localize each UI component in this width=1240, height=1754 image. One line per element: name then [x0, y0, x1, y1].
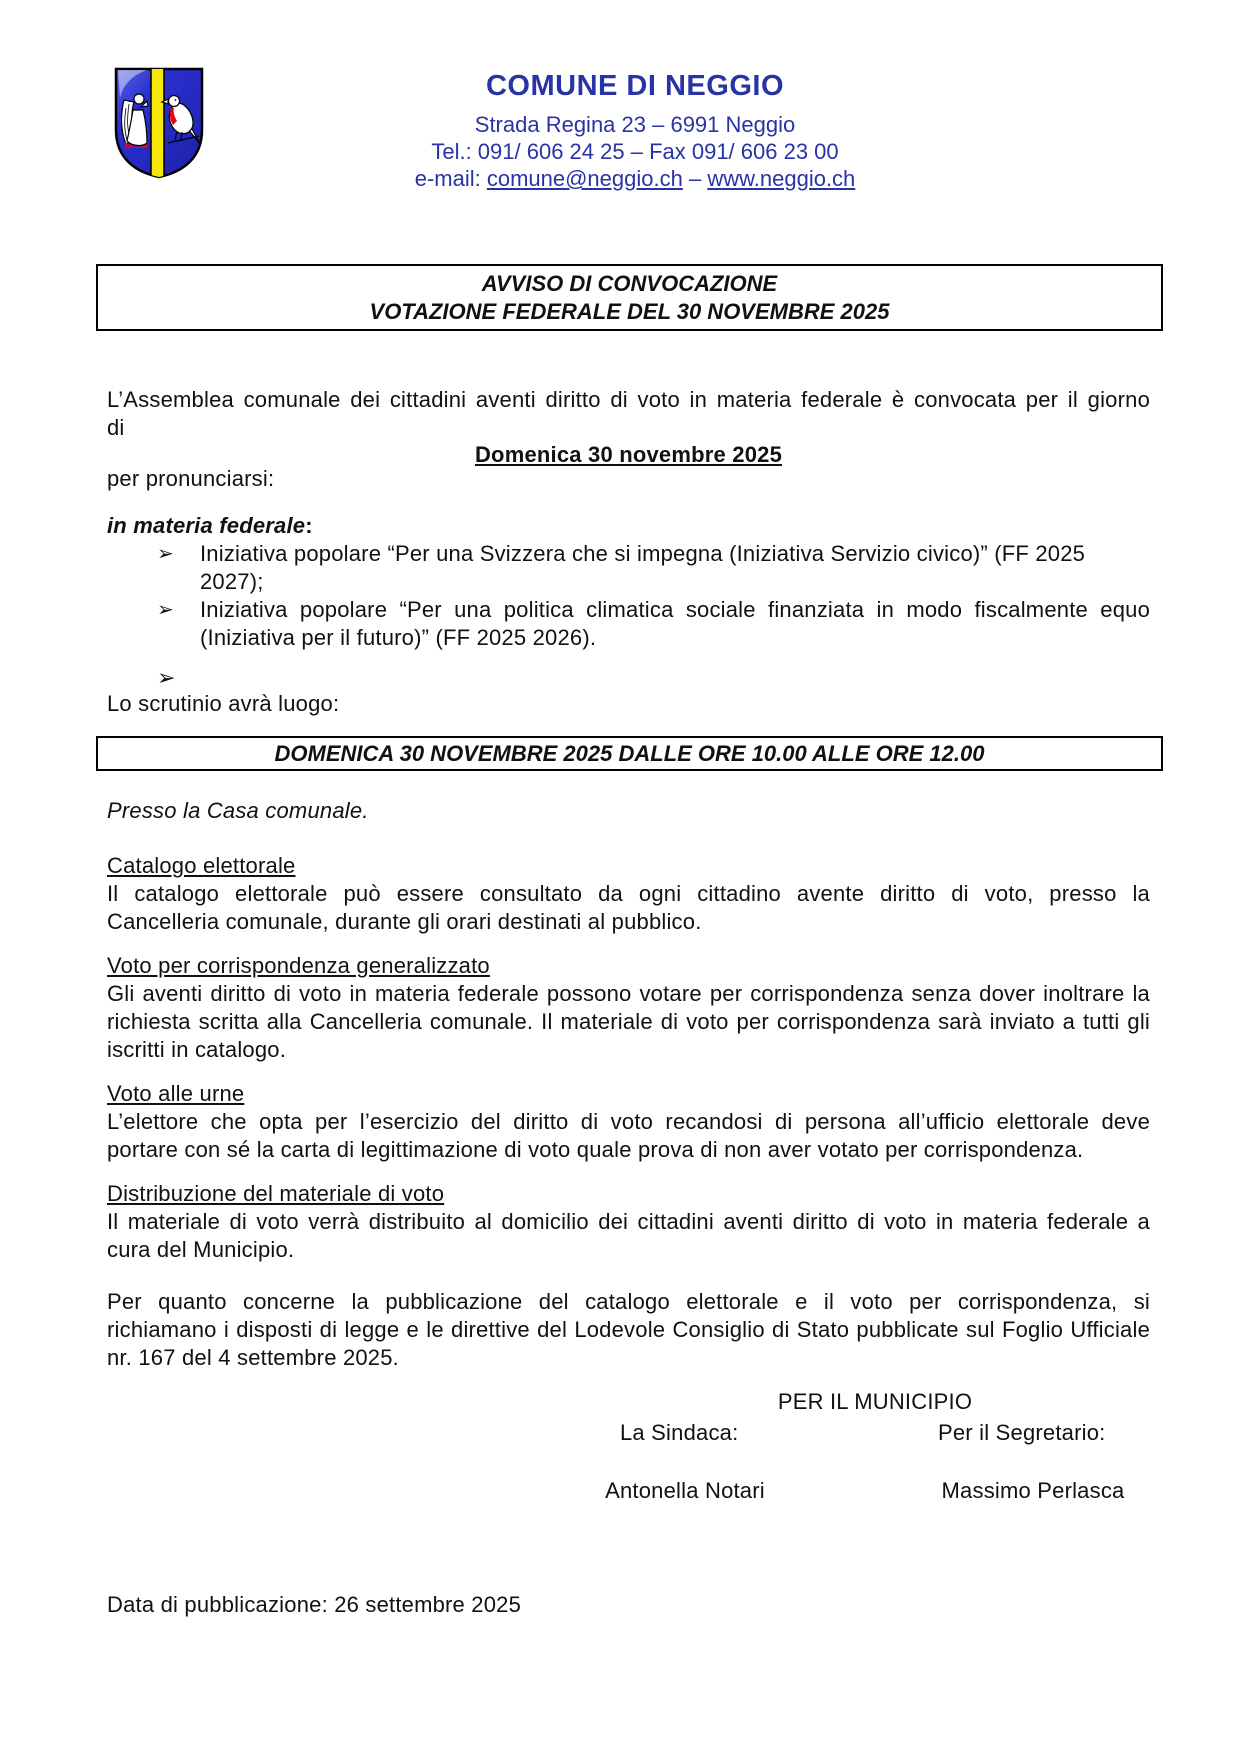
email-link[interactable]: comune@neggio.ch	[486, 166, 683, 191]
federal-item-2	[157, 596, 1150, 652]
distribuzione-line2: cura del Municipio.	[107, 1237, 295, 1262]
letterhead	[107, 70, 1163, 192]
scrutiny-location-line: Presso la Casa comunale.	[107, 798, 369, 823]
arrow-bullet-icon: ➢	[157, 599, 174, 621]
website-link[interactable]: www.neggio.ch	[707, 166, 856, 191]
federal-item-2-line2: (Iniziativa per il futuro)” (FF 2025 2026).	[200, 625, 597, 650]
urne-line1: L’elettore che opta per l’esercizio del diritto di voto recandosi di persona all’ufficio elettorale deve	[107, 1109, 1150, 1134]
arrow-bullet-icon: ➢	[157, 543, 174, 565]
closing-line2: richiamano i disposti di legge e le direttive del Lodevole Consiglio di Stato pubblicate sul Foglio Ufficiale	[107, 1317, 1150, 1342]
scrutiny-schedule-box: DOMENICA 30 NOVEMBRE 2025 DALLE ORE 10.00 ALLE ORE 12.00	[96, 736, 1163, 771]
closing-line3: nr. 167 del 4 settembre 2025.	[107, 1345, 399, 1370]
purpose-line: per pronunciarsi:	[107, 466, 275, 491]
phone-fax-line: Tel.: 091/ 606 24 25 – Fax 091/ 606 23 00	[431, 139, 839, 164]
email-label: e-mail:	[414, 166, 487, 191]
intro-paragraph-line2: di	[107, 415, 125, 440]
mayor-label: La Sindaca:	[620, 1420, 739, 1445]
secretary-label: Per il Segretario:	[938, 1420, 1106, 1445]
scrutiny-intro-line: Lo scrutinio avrà luogo:	[107, 691, 340, 716]
arrow-bullet-icon: ➢	[157, 665, 176, 690]
notice-title-line1: AVVISO DI CONVOCAZIONE	[481, 271, 778, 296]
federal-item-2-text	[200, 596, 1150, 652]
signature-on-behalf: PER IL MUNICIPIO	[777, 1389, 973, 1414]
corrispondenza-line2: richiesta scritta alla Cancelleria comunale. Il materiale di voto per corrispondenza sarà inviato a tutti gli	[107, 1009, 1150, 1034]
corrispondenza-line1: Gli aventi diritto di voto in materia federale possono votare per corrispondenza senza dover inoltrare la	[107, 981, 1150, 1006]
federal-heading-colon: :	[305, 513, 313, 538]
voting-date-line: Domenica 30 novembre 2025	[474, 442, 783, 467]
federal-item-2-line1: Iniziativa popolare “Per una politica climatica sociale finanziata in modo fiscalmente equo	[200, 597, 1150, 622]
section-title-corrispondenza: Voto per corrispondenza generalizzato	[107, 953, 490, 978]
catalogo-line2: Cancelleria comunale, durante gli orari destinati al pubblico.	[107, 909, 702, 934]
address-line: Strada Regina 23 – 6991 Neggio	[474, 112, 796, 137]
notice-title-box	[96, 264, 1163, 331]
commune-name: COMUNE DI NEGGIO	[485, 70, 784, 102]
notice-title-line2: VOTAZIONE FEDERALE DEL 30 NOVEMBRE 2025	[369, 299, 890, 324]
intro-paragraph-line1: L’Assemblea comunale dei cittadini aventi diritto di voto in materia federale è convocata per il giorno	[107, 387, 1150, 412]
federal-item-1	[157, 540, 1150, 596]
corrispondenza-line3: iscritti in catalogo.	[107, 1037, 287, 1062]
link-separator: –	[682, 166, 708, 191]
urne-line2: portare con sé la carta di legittimazione di voto quale prova di non aver votato per corrispondenza.	[107, 1137, 1084, 1162]
publication-date-line: Data di pubblicazione: 26 settembre 2025	[107, 1592, 522, 1617]
distribuzione-line1: Il materiale di voto verrà distribuito al domicilio dei cittadini aventi diritto di voto in materia federale a	[107, 1209, 1150, 1234]
secretary-name: Massimo Perlasca	[941, 1478, 1125, 1503]
federal-item-1-text: Iniziativa popolare “Per una Svizzera che si impegna (Iniziativa Servizio civico)” (FF 2025 2027);	[200, 541, 1086, 594]
contact-line	[107, 165, 1163, 192]
federal-heading	[107, 512, 1150, 540]
mayor-name: Antonella Notari	[605, 1478, 765, 1503]
section-title-catalogo: Catalogo elettorale	[107, 853, 296, 878]
section-title-distribuzione: Distribuzione del materiale di voto	[107, 1181, 445, 1206]
section-title-urne: Voto alle urne	[107, 1081, 245, 1106]
closing-line1: Per quanto concerne la pubblicazione del catalogo elettorale e il voto per corrispondenza, si	[107, 1289, 1150, 1314]
federal-heading-text: in materia federale	[107, 513, 306, 538]
catalogo-line1: Il catalogo elettorale può essere consultato da ogni cittadino avente diritto di voto, presso la	[107, 881, 1150, 906]
